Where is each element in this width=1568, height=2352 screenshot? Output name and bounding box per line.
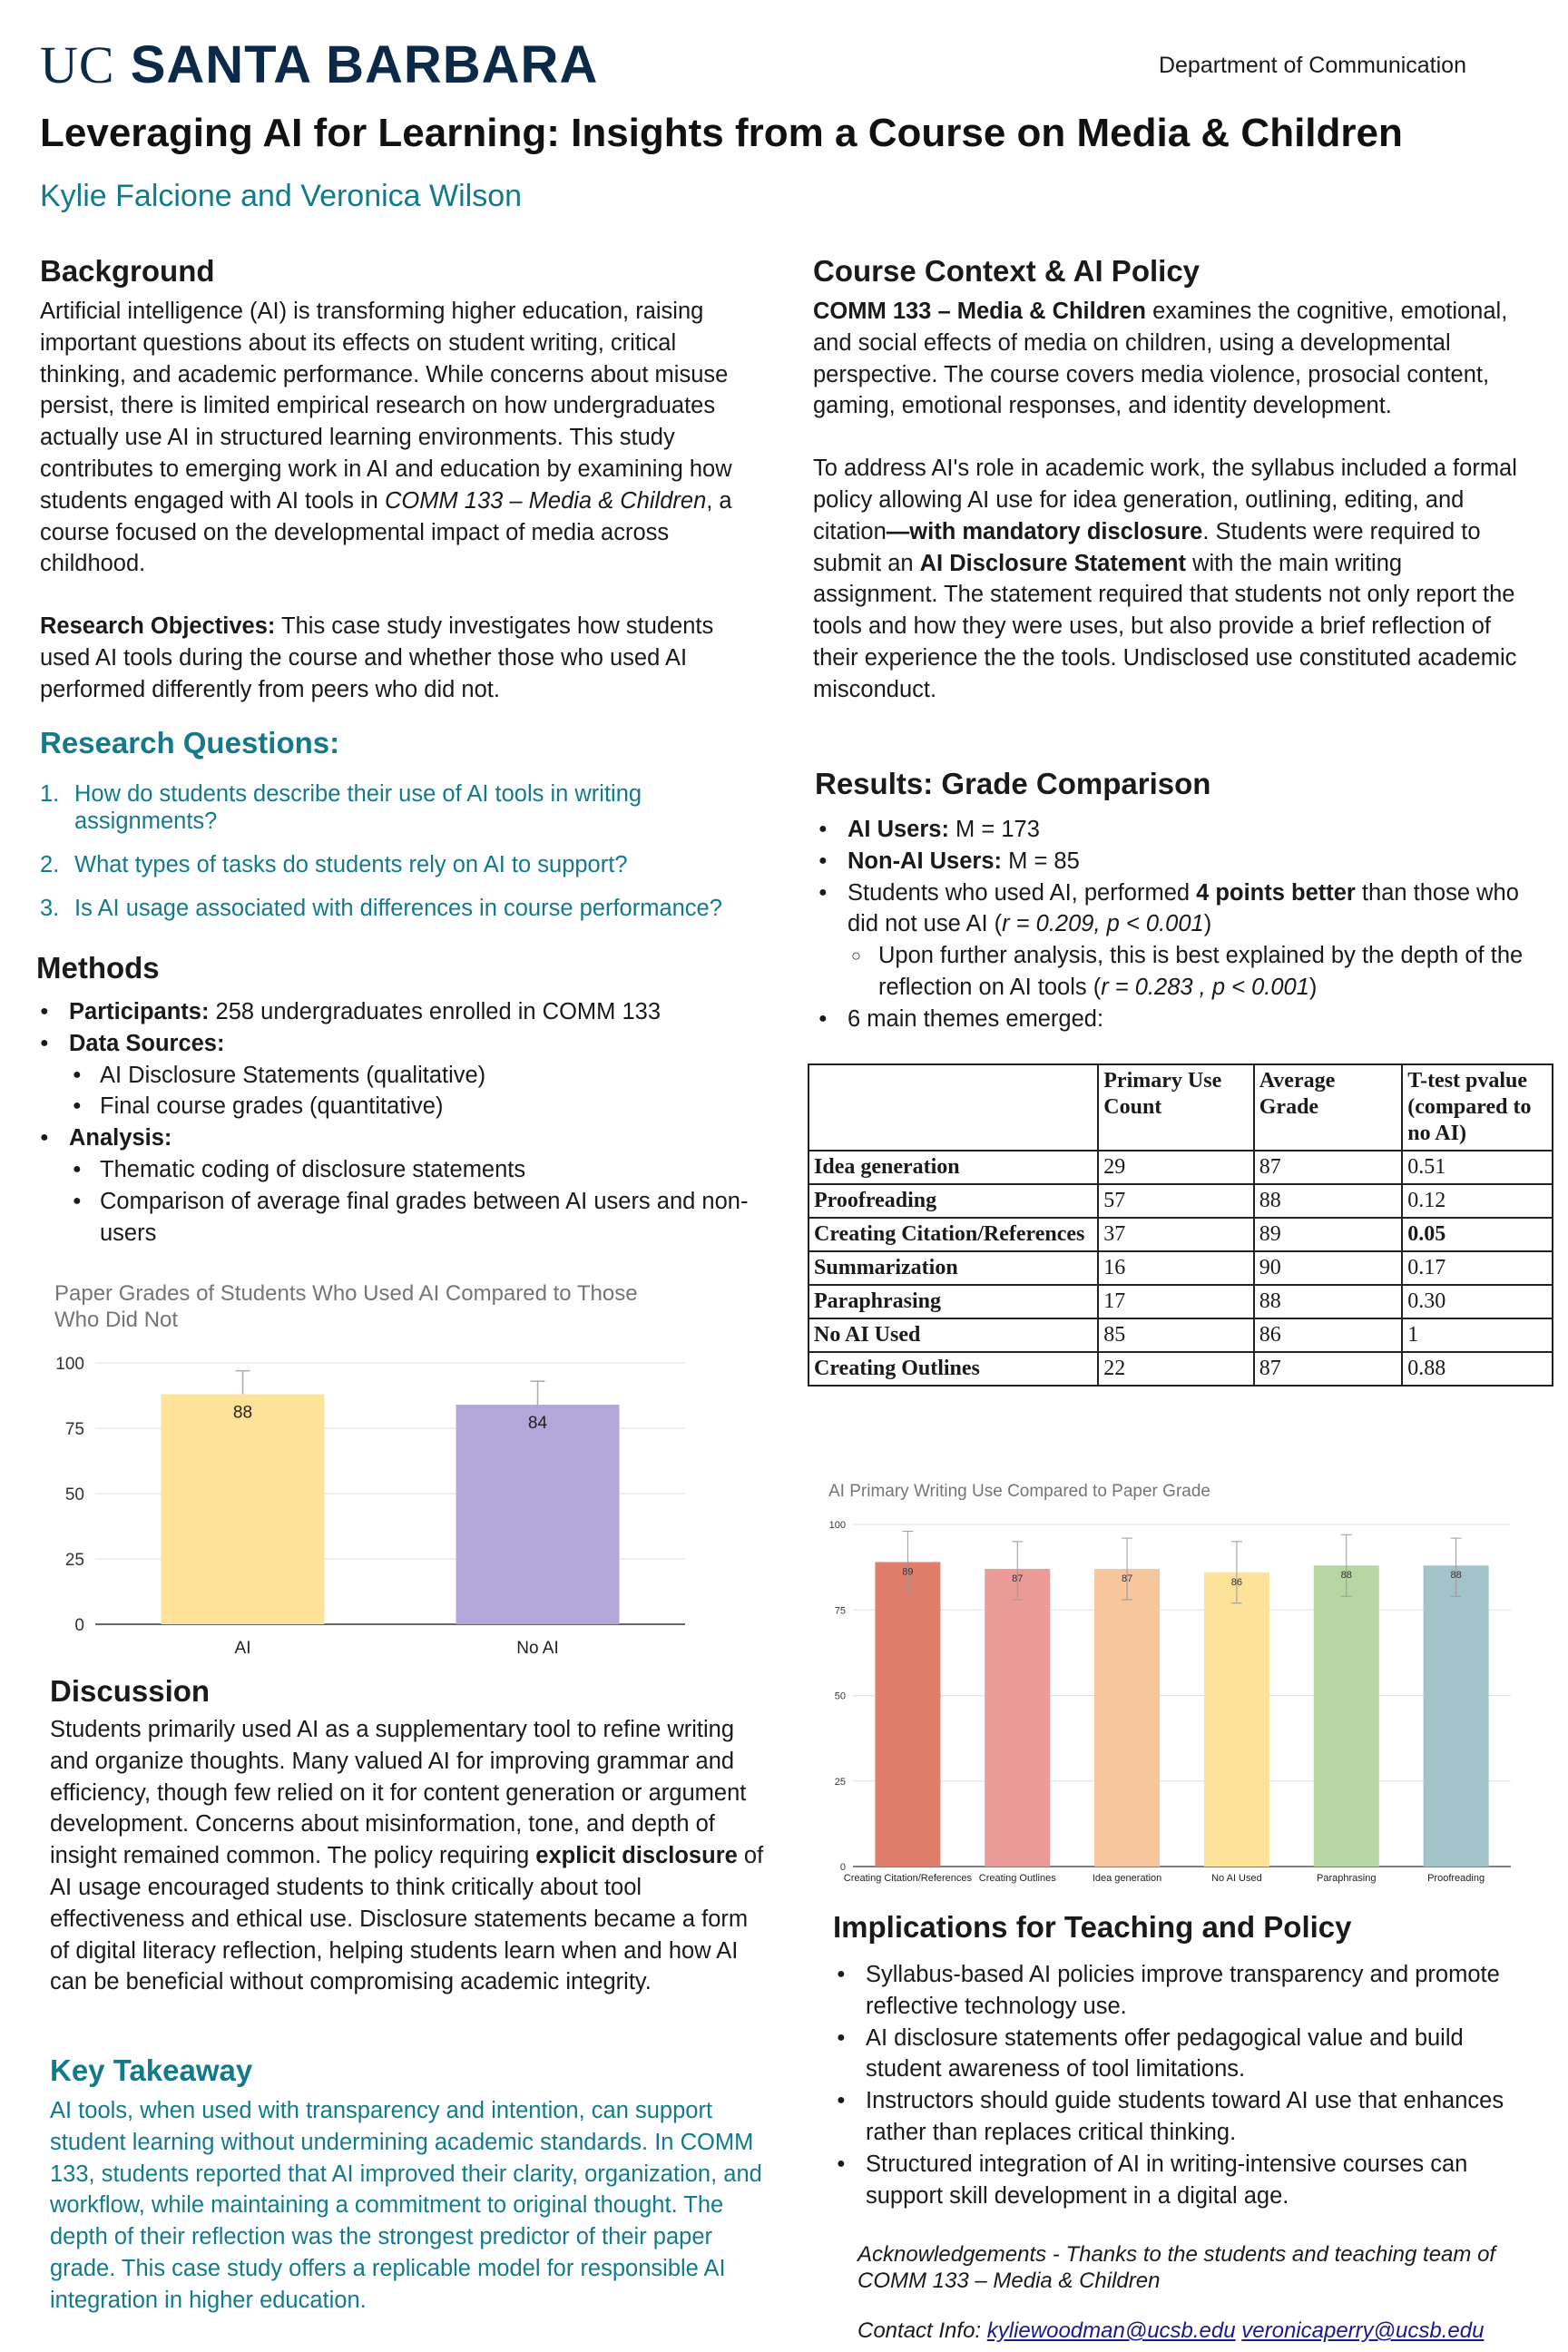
- background-section: [40, 254, 766, 706]
- results-section: [815, 767, 1541, 1035]
- email-link-2[interactable]: veronicaperry@ucsb.edu: [1241, 2318, 1485, 2343]
- nonai-users-value: M = 85: [1002, 848, 1080, 874]
- table-cell: 0.12: [1402, 1184, 1553, 1218]
- table-cell: 0.30: [1402, 1285, 1553, 1318]
- discussion-text-2: of AI usage encouraged students to think critically about tool effectiveness and ethical use. Disclosure statements became a form of digital literacy reflection, helping students learn when and how AI can be beneficial without compromising academic integrity.: [50, 1843, 764, 1995]
- list-item: [848, 940, 1541, 1004]
- sub-finding-text: Upon further analysis, this is best explained by the depth of the reflection on AI tools (: [878, 943, 1524, 1000]
- table-row: [808, 1352, 1553, 1386]
- poster-title: Leveraging AI for Learning: Insights from a Course on Media & Children: [40, 111, 1403, 155]
- results-heading: Results: Grade Comparison: [815, 767, 1211, 800]
- table-header: Average Grade: [1254, 1064, 1403, 1151]
- data-label: 88: [1450, 1570, 1462, 1582]
- table-cell: 16: [1098, 1251, 1253, 1285]
- analysis-label: Analysis:: [69, 1125, 172, 1152]
- table-cell: Creating Citation/References: [808, 1218, 1098, 1251]
- list-item: [40, 895, 784, 922]
- writing-use-grade-chart: [812, 1475, 1520, 1892]
- table-cell: 89: [1254, 1218, 1403, 1251]
- x-tick-label: No AI: [516, 1639, 559, 1658]
- table-cell: 29: [1098, 1151, 1253, 1184]
- table-cell: 88: [1254, 1184, 1403, 1218]
- table-row: [808, 1151, 1553, 1184]
- sub-finding-end: ): [1308, 974, 1318, 1000]
- bar-no-ai: [456, 1405, 620, 1624]
- table-cell: 37: [1098, 1218, 1253, 1251]
- bar-paraphrasing: [1314, 1565, 1379, 1867]
- authors: Kylie Falcione and Veronica Wilson: [40, 179, 523, 213]
- background-text-1: Artificial intelligence (AI) is transforming higher education, raising important questions about its effects on student writing, critical thinking, and academic performance. While concerns about misuse persist, there is limited empirical research on how undergraduates actually use AI in structured learning environments. This study contributes to emerging work in AI and education by examining how students engaged with AI tools in: [40, 299, 732, 514]
- finding-text-a: Students who used AI, performed: [848, 879, 1197, 906]
- context-paragraph-1: [813, 296, 1530, 422]
- discussion-heading: Discussion: [50, 1674, 211, 1708]
- email-link-1[interactable]: kyliewoodman@ucsb.edu: [986, 2318, 1236, 2343]
- rq-number: 1.: [40, 781, 60, 807]
- list-item: ● Comparison of average final grades between AI users and non-users: [69, 1186, 771, 1250]
- x-tick-label: AI: [234, 1639, 251, 1658]
- mandatory-disclosure: —with mandatory disclosure: [886, 518, 1203, 544]
- table-cell: 0.05: [1402, 1218, 1553, 1251]
- list-item: [815, 877, 1541, 1004]
- finding-bold: 4 points better: [1196, 879, 1356, 906]
- table-cell: 0.88: [1402, 1352, 1553, 1386]
- table-header: [808, 1064, 1098, 1151]
- table-row: [808, 1318, 1553, 1352]
- table-header: T-test pvalue (compared to no AI): [1402, 1064, 1553, 1151]
- takeaway-section: [50, 2053, 776, 2317]
- list-item: ● AI disclosure statements offer pedagogical value and build student awareness of tool limitations.: [833, 2023, 1532, 2086]
- x-tick-label: Idea generation: [1092, 1873, 1162, 1884]
- bar-no-ai-used: [1204, 1573, 1269, 1867]
- takeaway-heading: Key Takeaway: [50, 2053, 253, 2087]
- x-tick-label: Paraphrasing: [1317, 1873, 1377, 1884]
- objectives-text: This case study investigates how students used AI tools during the course and whether those who used AI performed differently from peers who did not.: [40, 613, 714, 702]
- list-item: ● 6 main themes emerged:: [815, 1004, 1541, 1035]
- list-item: [815, 846, 1541, 877]
- y-tick-label: 50: [64, 1485, 84, 1504]
- sources-label: Data Sources:: [69, 1030, 225, 1056]
- discussion-text-1: Students primarily used AI as a supplementary tool to refine writing and organize thoughts. Many valued AI for improving grammar and efficiency, though few relied on it for content generation or argument development. Concerns about misinformation, tone, and depth of insight remained common. The policy requiring: [50, 1717, 747, 1869]
- list-item: [36, 1028, 771, 1122]
- table-cell: 90: [1254, 1251, 1403, 1285]
- results-list: [815, 814, 1541, 1035]
- implications-heading: Implications for Teaching and Policy: [833, 1910, 1352, 1944]
- discussion-paragraph: [50, 1714, 767, 1998]
- logo-uc: UC: [40, 35, 115, 94]
- table-cell: Idea generation: [808, 1151, 1098, 1184]
- discussion-bold: explicit disclosure: [535, 1843, 738, 1869]
- contact-info: [858, 2318, 1484, 2344]
- background-text-2: , a course focused on the developmental impact of media across childhood.: [40, 487, 732, 577]
- context-paragraph-2: [813, 453, 1530, 705]
- x-tick-label: Creating Citation/References: [843, 1873, 973, 1884]
- table-cell: Summarization: [808, 1251, 1098, 1285]
- table-row: [808, 1184, 1553, 1218]
- list-item: ● Instructors should guide students toward AI use that enhances rather than replaces critical thinking.: [833, 2085, 1532, 2149]
- y-tick-label: 100: [828, 1520, 846, 1531]
- rq-text: Is AI usage associated with differences in course performance?: [74, 896, 722, 921]
- list-item: ● Syllabus-based AI policies improve transparency and promote reflective technology use.: [833, 1959, 1532, 2023]
- table-cell: 0.51: [1402, 1151, 1553, 1184]
- y-tick-label: 50: [834, 1690, 846, 1702]
- bar-creating-citation-references: [875, 1562, 940, 1867]
- finding-text-c: ): [1203, 911, 1212, 937]
- rq-text: What types of tasks do students rely on AI to support?: [74, 852, 628, 877]
- bar-idea-generation: [1094, 1569, 1160, 1867]
- takeaway-paragraph: AI tools, when used with transparency and intention, can support student learning without undermining academic standards. In COMM 133, students reported that AI improved their clarity, organization, and workflow, while maintaining a commitment to original thought. The depth of their reflection was the strongest predictor of their paper grade. This case study offers a replicable model for responsible AI integration in higher education.: [50, 2098, 762, 2313]
- ai-users-value: M = 173: [948, 817, 1040, 842]
- data-label: 89: [902, 1566, 914, 1578]
- x-tick-label: Creating Outlines: [978, 1873, 1056, 1884]
- context-text-2b: . Students were required to submit an: [813, 518, 1481, 576]
- list-item: [40, 780, 784, 835]
- department-label: Department of Communication: [1158, 53, 1466, 78]
- finding-stat: r = 0.209, p < 0.001: [1002, 911, 1204, 937]
- y-tick-label: 0: [74, 1616, 84, 1635]
- list-item: [36, 1122, 771, 1249]
- list-item: ● Final course grades (quantitative): [69, 1091, 771, 1122]
- table-header: Primary Use Count: [1098, 1064, 1253, 1151]
- implications-section: [833, 1910, 1532, 2211]
- context-text-2c: with the main writing assignment. The statement required that students not only report the tools and how they were uses, but also provide a brief reflection of their experience the the tools. Undisclosed use constituted academic misconduct.: [813, 550, 1517, 702]
- table-cell: 85: [1098, 1318, 1253, 1352]
- discussion-section: [50, 1674, 767, 1998]
- table-cell: 57: [1098, 1184, 1253, 1218]
- table-header-row: [808, 1064, 1553, 1151]
- acknowledgements: Acknowledgements - Thanks to the students and teaching team of COMM 133 – Media & Children: [858, 2242, 1496, 2293]
- data-label: 88: [1340, 1570, 1352, 1582]
- research-questions-list: [40, 780, 784, 922]
- context-heading: Course Context & AI Policy: [813, 254, 1200, 288]
- table-cell: 22: [1098, 1352, 1253, 1386]
- methods-heading: Methods: [36, 951, 160, 985]
- rq-number: 2.: [40, 852, 60, 877]
- data-label: 87: [1121, 1573, 1133, 1585]
- table-cell: Paraphrasing: [808, 1285, 1098, 1318]
- objectives-paragraph: [40, 611, 766, 705]
- methods-list: [36, 996, 771, 1249]
- context-text-1: examines the cognitive, emotional, and social effects of media on children, using a developmental perspective. The course covers media violence, prosocial content, gaming, emotional responses, and identity development.: [813, 299, 1508, 419]
- ucsb-logo: [40, 34, 598, 95]
- rq-number: 3.: [40, 896, 60, 921]
- data-label: 87: [1012, 1573, 1024, 1585]
- context-text-2a: To address AI's role in academic work, the syllabus included a formal policy allowing AI use for idea generation, outlining, editing, and citation: [813, 456, 1517, 544]
- list-item: ● Structured integration of AI in writing-intensive courses can support skill development in a digital age.: [833, 2149, 1532, 2212]
- x-tick-label: Proofreading: [1427, 1873, 1485, 1884]
- chart-title: AI Primary Writing Use Compared to Paper Grade: [828, 1482, 1210, 1501]
- y-tick-label: 75: [834, 1605, 846, 1617]
- table-cell: 17: [1098, 1285, 1253, 1318]
- list-item: ● AI Disclosure Statements (qualitative): [69, 1060, 771, 1092]
- results-table: [808, 1063, 1553, 1387]
- implications-list: [833, 1959, 1532, 2211]
- x-tick-label: No AI Used: [1211, 1873, 1262, 1884]
- table-cell: 87: [1254, 1151, 1403, 1184]
- ai-users-label: AI Users:: [848, 817, 949, 842]
- disclosure-statement: AI Disclosure Statement: [919, 550, 1186, 576]
- objectives-label: Research Objectives:: [40, 613, 276, 640]
- list-item: ● Thematic coding of disclosure statements: [69, 1154, 771, 1186]
- finding-text-b: than those who did not use AI (: [848, 879, 1519, 937]
- participants-text: 258 undergraduates enrolled in COMM 133: [209, 999, 662, 1024]
- background-paragraph: [40, 296, 766, 580]
- y-tick-label: 100: [55, 1355, 84, 1374]
- methods-section: [36, 951, 771, 1249]
- table-cell: 88: [1254, 1285, 1403, 1318]
- y-tick-label: 75: [64, 1420, 84, 1439]
- table-cell: 87: [1254, 1352, 1403, 1386]
- table-cell: Creating Outlines: [808, 1352, 1098, 1386]
- list-item: [36, 996, 771, 1028]
- contact-label: Contact Info:: [858, 2318, 987, 2343]
- table-row: [808, 1285, 1553, 1318]
- bar-proofreading: [1424, 1565, 1489, 1867]
- table-cell: Proofreading: [808, 1184, 1098, 1218]
- list-item: [815, 814, 1541, 846]
- background-heading: Background: [40, 254, 215, 288]
- nonai-users-label: Non-AI Users:: [848, 848, 1003, 874]
- background-course: COMM 133 – Media & Children: [384, 487, 707, 514]
- table-row: [808, 1218, 1553, 1251]
- y-tick-label: 25: [834, 1776, 846, 1788]
- chart-title-line1: Paper Grades of Students Who Used AI Compared to Those: [54, 1281, 638, 1306]
- bar-ai: [162, 1395, 325, 1624]
- table-cell: 86: [1254, 1318, 1403, 1352]
- rq-text: How do students describe their use of AI tools in writing assignments?: [74, 781, 642, 834]
- context-section: [813, 254, 1530, 706]
- research-questions-section: [40, 726, 784, 938]
- table-cell: 1: [1402, 1318, 1553, 1352]
- course-name: COMM 133 – Media & Children: [813, 299, 1146, 324]
- chart-title-line2: Who Did Not: [54, 1308, 179, 1332]
- bar-creating-outlines: [985, 1569, 1050, 1867]
- participants-label: Participants:: [69, 999, 210, 1024]
- data-label: 84: [527, 1414, 548, 1434]
- list-item: [40, 851, 784, 878]
- y-tick-label: 0: [839, 1862, 846, 1873]
- table-cell: No AI Used: [808, 1318, 1098, 1352]
- sub-finding-stat: r = 0.283 , p < 0.001: [1101, 974, 1309, 1000]
- y-tick-label: 25: [64, 1551, 84, 1570]
- data-label: 88: [232, 1403, 253, 1423]
- table-cell: 0.17: [1402, 1251, 1553, 1285]
- research-questions-heading: Research Questions:: [40, 726, 340, 760]
- data-label: 86: [1230, 1576, 1243, 1588]
- table-row: [808, 1251, 1553, 1285]
- logo-name: SANTA BARBARA: [130, 35, 599, 94]
- ai-vs-noai-grade-chart: [45, 1275, 699, 1665]
